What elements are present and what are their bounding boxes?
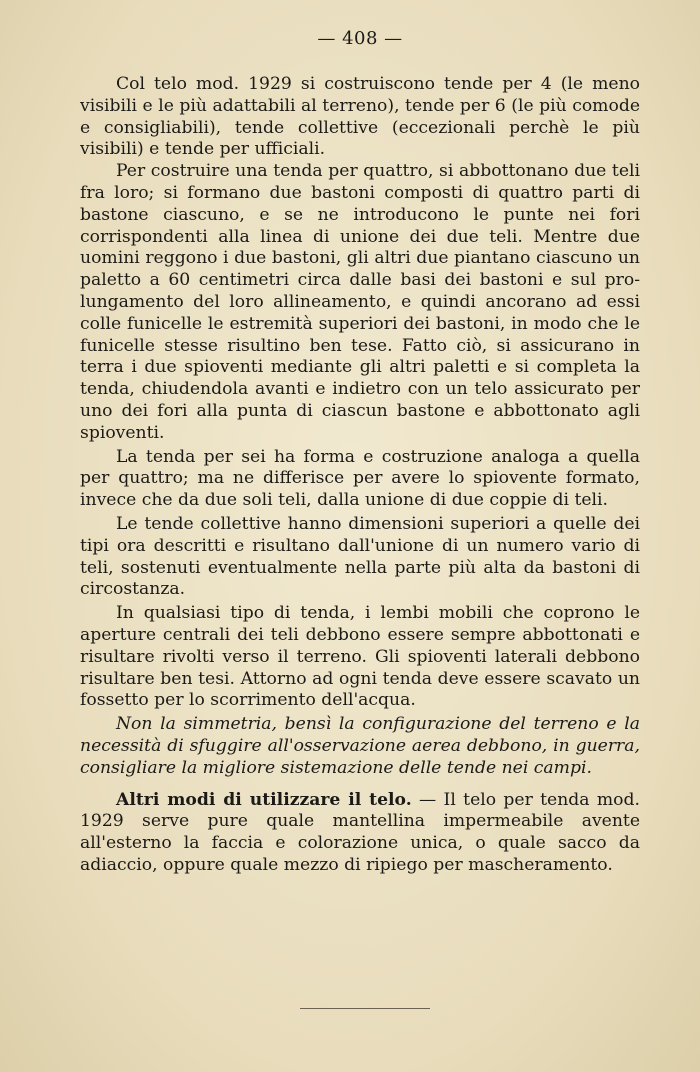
section-text: — Il telo per tenda mod. 1929 serve pure quale mantellina impermeabile avente all'esterno la faccia e colorazione unica, o quale sacco da adiaccio, oppure quale mezzo di ripiego per mascheramento. bbox=[80, 789, 640, 875]
paragraph-four-person-tent: Per costruire una tenda per quattro, si abbottonano due teli fra loro; si formano due bastoni composti di quattro parti di bastone ciascuno, e se ne introducono le punte nei fori corrispondenti alla linea di unione dei due teli. Mentre due uomini reggono i due bastoni, gli altri due piantano ciascuno un paletto a 60 centimetri circa dalle basi dei bastoni e sul prolungamento del loro allineamento, e quindi ancorano ad essi colle funicelle le estremità superiori dei bastoni, in modo che le funicelle stesse risultino ben tese. Fatto ciò, si assicurano in terra i due spioventi mediante gli altri paletti e si completa la tenda, chiudendola avanti e indietro con un telo assicurato per uno dei fori alla punta di ciascun bastone e abbottonato agli spioventi. bbox=[80, 161, 640, 443]
paragraph-collective-tents: Le tende collettive hanno dimensioni superiori a quelle dei tipi ora descritti e risultano dall'unione di un numero vario di teli, sostenuti eventualmente nella parte più alta da bastoni di circostanza. bbox=[80, 513, 640, 600]
paragraph-tent-types: Col telo mod. 1929 si costruiscono tende per 4 (le meno visibili e le più adattabili al terreno), tende per 6 (le più comode e consigliabili), tende collettive (eccezionali perchè le più visibili) e tende per ufficiali. bbox=[80, 74, 640, 160]
paragraph-tent-flaps: In qualsiasi tipo di tenda, i lembi mobili che coprono le aperture centrali dei teli debbono essere sempre abbottonati e risultare rivolti verso il terreno. Gli spioventi laterali debbono risultare ben tesi. Attorno ad ogni tenda deve essere scavato un fossetto per lo scorrimento dell'acqua. bbox=[80, 603, 640, 711]
bottom-divider bbox=[300, 1008, 430, 1009]
paragraph-tent-placement: Non la simmetria, bensì la configurazione del terreno e la necessità di sfuggire all'osservazione aerea debbono, in guerra, consigliare la migliore sistemazione delle tende nei campi. bbox=[80, 714, 640, 778]
section-heading: Altri modi di utilizzare il telo. bbox=[116, 789, 412, 810]
page-number: — 408 — bbox=[317, 28, 403, 49]
paragraph-six-person-tent: La tenda per sei ha forma e costruzione analoga a quella per quattro; ma ne differisce per avere lo spiovente formato, invece che da due soli teli, dalla unione di due coppie di teli. bbox=[80, 446, 640, 511]
text-page bbox=[80, 28, 640, 877]
paragraph-other-uses bbox=[80, 790, 640, 877]
